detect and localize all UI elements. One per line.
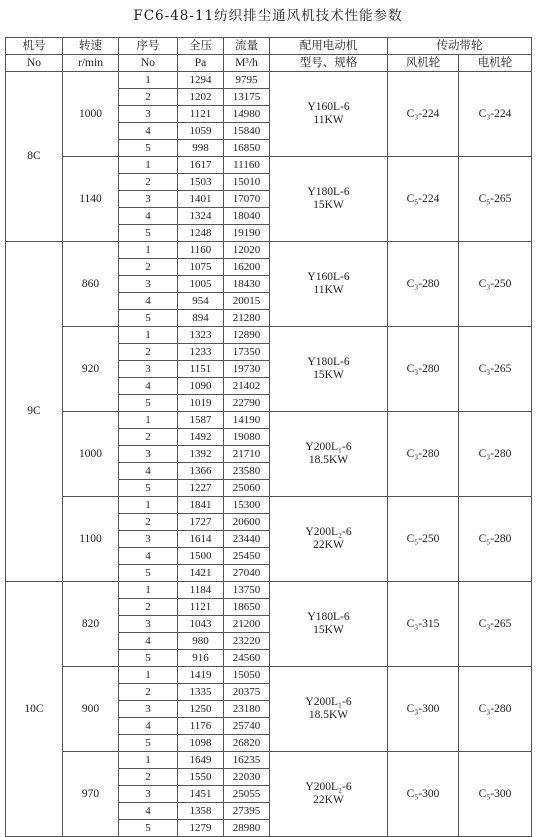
flow-cell: 23180 xyxy=(224,701,270,718)
flow-cell: 19190 xyxy=(224,225,270,242)
pressure-cell: 1727 xyxy=(178,514,224,531)
pressure-cell: 1176 xyxy=(178,718,224,735)
motor-model: Y200L₂-6 xyxy=(305,526,352,538)
flow-cell: 15840 xyxy=(224,123,270,140)
fan-pulley-cell: C₃-280 xyxy=(388,242,459,327)
seq-cell: 2 xyxy=(119,769,178,786)
seq-cell: 2 xyxy=(119,89,178,106)
table-row xyxy=(6,412,532,429)
motor-model: Y180L-6 xyxy=(307,186,350,198)
table-row xyxy=(6,667,532,684)
motor-pulley-cell: C₃-265 xyxy=(459,582,532,667)
pressure-cell: 1294 xyxy=(178,72,224,89)
pressure-cell: 1184 xyxy=(178,582,224,599)
motor-power: 15KW xyxy=(313,199,344,211)
flow-cell: 25055 xyxy=(224,786,270,803)
speed-cell: 1100 xyxy=(63,497,119,582)
flow-cell: 11160 xyxy=(224,157,270,174)
pressure-cell: 1098 xyxy=(178,735,224,752)
pressure-cell: 1614 xyxy=(178,531,224,548)
seq-cell: 5 xyxy=(119,225,178,242)
pressure-cell: 1233 xyxy=(178,344,224,361)
seq-cell: 3 xyxy=(119,106,178,123)
flow-cell: 9795 xyxy=(224,72,270,89)
pressure-cell: 1500 xyxy=(178,548,224,565)
pressure-cell: 1451 xyxy=(178,786,224,803)
pressure-cell: 1401 xyxy=(178,191,224,208)
pressure-cell: 998 xyxy=(178,140,224,157)
flow-cell: 12020 xyxy=(224,242,270,259)
flow-cell: 27395 xyxy=(224,803,270,820)
flow-cell: 23220 xyxy=(224,633,270,650)
flow-cell: 21710 xyxy=(224,446,270,463)
motor-pulley-cell: C₃-224 xyxy=(459,72,532,157)
seq-cell: 5 xyxy=(119,480,178,497)
seq-cell: 1 xyxy=(119,327,178,344)
pressure-cell: 1392 xyxy=(178,446,224,463)
header-flow-sub: M³/h xyxy=(224,55,270,72)
seq-cell: 1 xyxy=(119,582,178,599)
seq-cell: 4 xyxy=(119,378,178,395)
pressure-cell: 1075 xyxy=(178,259,224,276)
seq-cell: 5 xyxy=(119,140,178,157)
pressure-cell: 1202 xyxy=(178,89,224,106)
flow-cell: 27040 xyxy=(224,565,270,582)
pressure-cell: 1043 xyxy=(178,616,224,633)
flow-cell: 17070 xyxy=(224,191,270,208)
pressure-cell: 1587 xyxy=(178,412,224,429)
table-row xyxy=(6,72,532,89)
seq-cell: 3 xyxy=(119,276,178,293)
pressure-cell: 1324 xyxy=(178,208,224,225)
motor-spec-cell xyxy=(270,582,388,667)
pressure-cell: 1550 xyxy=(178,769,224,786)
seq-cell: 1 xyxy=(119,242,178,259)
header-machine-sub: No xyxy=(6,55,63,72)
flow-cell: 17350 xyxy=(224,344,270,361)
pressure-cell: 1492 xyxy=(178,429,224,446)
seq-cell: 4 xyxy=(119,208,178,225)
motor-pulley-cell: C₅-300 xyxy=(459,752,532,837)
pressure-cell: 1421 xyxy=(178,565,224,582)
flow-cell: 22030 xyxy=(224,769,270,786)
header-speed: 转速 xyxy=(63,38,119,55)
pressure-cell: 1503 xyxy=(178,174,224,191)
seq-cell: 2 xyxy=(119,684,178,701)
header-flow: 流量 xyxy=(224,38,270,55)
motor-power: 22KW xyxy=(313,794,344,806)
header-motor-sub: 型号、规格 xyxy=(270,55,388,72)
table-row xyxy=(6,497,532,514)
machine-no-cell: 8C xyxy=(6,72,63,242)
seq-cell: 5 xyxy=(119,565,178,582)
seq-cell: 1 xyxy=(119,157,178,174)
fan-pulley-cell: C₃-224 xyxy=(388,72,459,157)
seq-cell: 1 xyxy=(119,752,178,769)
header-seq: 序号 xyxy=(119,38,178,55)
header-fan-wheel: 风机轮 xyxy=(388,55,459,72)
seq-cell: 2 xyxy=(119,429,178,446)
seq-cell: 5 xyxy=(119,650,178,667)
seq-cell: 4 xyxy=(119,803,178,820)
header-pressure-sub: Pa xyxy=(178,55,224,72)
seq-cell: 4 xyxy=(119,633,178,650)
flow-cell: 19730 xyxy=(224,361,270,378)
flow-cell: 14190 xyxy=(224,412,270,429)
pressure-cell: 1090 xyxy=(178,378,224,395)
motor-power: 22KW xyxy=(313,539,344,551)
seq-cell: 3 xyxy=(119,191,178,208)
seq-cell: 5 xyxy=(119,820,178,837)
flow-cell: 18650 xyxy=(224,599,270,616)
table-row xyxy=(6,242,532,259)
flow-cell: 15010 xyxy=(224,174,270,191)
motor-pulley-cell: C₃-280 xyxy=(459,667,532,752)
speed-cell: 820 xyxy=(63,582,119,667)
flow-cell: 20600 xyxy=(224,514,270,531)
motor-spec-cell xyxy=(270,752,388,837)
seq-cell: 4 xyxy=(119,548,178,565)
flow-cell: 16235 xyxy=(224,752,270,769)
motor-spec-cell xyxy=(270,497,388,582)
header-speed-sub: r/min xyxy=(63,55,119,72)
seq-cell: 5 xyxy=(119,310,178,327)
speed-cell: 1140 xyxy=(63,157,119,242)
flow-cell: 18040 xyxy=(224,208,270,225)
header-motor-wheel: 电机轮 xyxy=(459,55,532,72)
pressure-cell: 1366 xyxy=(178,463,224,480)
fan-pulley-cell: C₃-300 xyxy=(388,667,459,752)
fan-pulley-cell: C₅-250 xyxy=(388,497,459,582)
seq-cell: 1 xyxy=(119,667,178,684)
motor-model: Y180L-6 xyxy=(307,356,350,368)
pressure-cell: 1005 xyxy=(178,276,224,293)
pressure-cell: 1419 xyxy=(178,667,224,684)
table-row xyxy=(6,752,532,769)
flow-cell: 12890 xyxy=(224,327,270,344)
seq-cell: 2 xyxy=(119,514,178,531)
flow-cell: 13175 xyxy=(224,89,270,106)
seq-cell: 3 xyxy=(119,531,178,548)
motor-power: 18.5KW xyxy=(308,454,349,466)
table-row xyxy=(6,582,532,599)
speed-cell: 900 xyxy=(63,667,119,752)
flow-cell: 16850 xyxy=(224,140,270,157)
motor-model: Y200L₁-6 xyxy=(305,441,352,453)
pressure-cell: 1121 xyxy=(178,106,224,123)
seq-cell: 3 xyxy=(119,361,178,378)
motor-pulley-cell: C₅-280 xyxy=(459,497,532,582)
pressure-cell: 1227 xyxy=(178,480,224,497)
seq-cell: 3 xyxy=(119,446,178,463)
flow-cell: 23440 xyxy=(224,531,270,548)
flow-cell: 20375 xyxy=(224,684,270,701)
pressure-cell: 1649 xyxy=(178,752,224,769)
fan-pulley-cell: C₃-280 xyxy=(388,327,459,412)
pressure-cell: 1250 xyxy=(178,701,224,718)
fan-pulley-cell: C₃-315 xyxy=(388,582,459,667)
motor-spec-cell xyxy=(270,72,388,157)
flow-cell: 19080 xyxy=(224,429,270,446)
seq-cell: 3 xyxy=(119,616,178,633)
speed-cell: 1000 xyxy=(63,72,119,157)
motor-power: 15KW xyxy=(313,624,344,636)
flow-cell: 26820 xyxy=(224,735,270,752)
flow-cell: 21280 xyxy=(224,310,270,327)
pressure-cell: 1059 xyxy=(178,123,224,140)
pressure-cell: 1279 xyxy=(178,820,224,837)
flow-cell: 24560 xyxy=(224,650,270,667)
seq-cell: 2 xyxy=(119,174,178,191)
fan-pulley-cell: C₃-280 xyxy=(388,412,459,497)
header-motor: 配用电动机 xyxy=(270,38,388,55)
flow-cell: 25450 xyxy=(224,548,270,565)
header-machine: 机号 xyxy=(6,38,63,55)
seq-cell: 1 xyxy=(119,72,178,89)
motor-model: Y180L-6 xyxy=(307,611,350,623)
motor-model: Y200L₁-6 xyxy=(305,696,352,708)
pressure-cell: 980 xyxy=(178,633,224,650)
motor-spec-cell xyxy=(270,242,388,327)
flow-cell: 23580 xyxy=(224,463,270,480)
pressure-cell: 1358 xyxy=(178,803,224,820)
flow-cell: 15050 xyxy=(224,667,270,684)
header-seq-sub: No xyxy=(119,55,178,72)
machine-no-cell: 10C xyxy=(6,582,63,837)
seq-cell: 2 xyxy=(119,599,178,616)
machine-no-cell: 9C xyxy=(6,242,63,582)
pressure-cell: 1248 xyxy=(178,225,224,242)
motor-spec-cell xyxy=(270,412,388,497)
seq-cell: 1 xyxy=(119,412,178,429)
fan-pulley-cell: C₅-224 xyxy=(388,157,459,242)
motor-pulley-cell: C₃-265 xyxy=(459,327,532,412)
seq-cell: 2 xyxy=(119,344,178,361)
pressure-cell: 954 xyxy=(178,293,224,310)
pressure-cell: 1617 xyxy=(178,157,224,174)
pressure-cell: 1019 xyxy=(178,395,224,412)
motor-model: Y200L₂-6 xyxy=(305,781,352,793)
seq-cell: 3 xyxy=(119,701,178,718)
table-row xyxy=(6,327,532,344)
seq-cell: 2 xyxy=(119,259,178,276)
speed-cell: 860 xyxy=(63,242,119,327)
motor-power: 18.5KW xyxy=(308,709,349,721)
motor-spec-cell xyxy=(270,327,388,412)
pressure-cell: 916 xyxy=(178,650,224,667)
flow-cell: 21402 xyxy=(224,378,270,395)
flow-cell: 21200 xyxy=(224,616,270,633)
motor-pulley-cell: C₅-265 xyxy=(459,157,532,242)
speed-cell: 920 xyxy=(63,327,119,412)
pressure-cell: 1121 xyxy=(178,599,224,616)
flow-cell: 13750 xyxy=(224,582,270,599)
pressure-cell: 1160 xyxy=(178,242,224,259)
seq-cell: 4 xyxy=(119,463,178,480)
seq-cell: 5 xyxy=(119,735,178,752)
motor-power: 11KW xyxy=(313,114,344,126)
table-row xyxy=(6,157,532,174)
pressure-cell: 894 xyxy=(178,310,224,327)
fan-pulley-cell: C₅-300 xyxy=(388,752,459,837)
motor-spec-cell xyxy=(270,667,388,752)
fan-performance-table xyxy=(5,37,532,837)
document-title: FC6-48-11纺织排尘通风机技术性能参数 xyxy=(133,8,403,24)
motor-power: 15KW xyxy=(313,369,344,381)
seq-cell: 5 xyxy=(119,395,178,412)
flow-cell: 15300 xyxy=(224,497,270,514)
pressure-cell: 1323 xyxy=(178,327,224,344)
motor-pulley-cell: C₃-280 xyxy=(459,412,532,497)
flow-cell: 25740 xyxy=(224,718,270,735)
header-pressure: 全压 xyxy=(178,38,224,55)
pressure-cell: 1335 xyxy=(178,684,224,701)
flow-cell: 25060 xyxy=(224,480,270,497)
motor-pulley-cell: C₃-250 xyxy=(459,242,532,327)
seq-cell: 1 xyxy=(119,497,178,514)
seq-cell: 4 xyxy=(119,123,178,140)
seq-cell: 3 xyxy=(119,786,178,803)
motor-spec-cell xyxy=(270,157,388,242)
motor-power: 11KW xyxy=(313,284,344,296)
flow-cell: 18430 xyxy=(224,276,270,293)
header-pulley: 传动带轮 xyxy=(388,38,532,55)
motor-model: Y160L-6 xyxy=(307,271,350,283)
flow-cell: 28980 xyxy=(224,820,270,837)
flow-cell: 22790 xyxy=(224,395,270,412)
speed-cell: 1000 xyxy=(63,412,119,497)
flow-cell: 20015 xyxy=(224,293,270,310)
speed-cell: 970 xyxy=(63,752,119,837)
seq-cell: 4 xyxy=(119,293,178,310)
flow-cell: 14980 xyxy=(224,106,270,123)
seq-cell: 4 xyxy=(119,718,178,735)
motor-model: Y160L-6 xyxy=(307,101,350,113)
pressure-cell: 1151 xyxy=(178,361,224,378)
pressure-cell: 1841 xyxy=(178,497,224,514)
flow-cell: 16200 xyxy=(224,259,270,276)
